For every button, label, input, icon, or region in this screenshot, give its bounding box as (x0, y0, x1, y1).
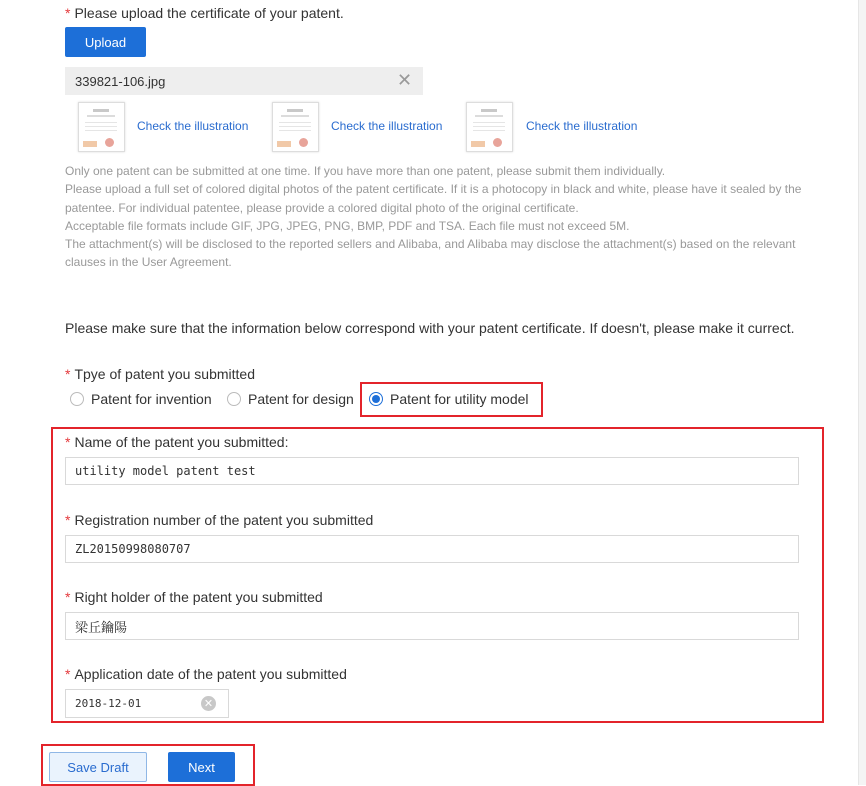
note-line: Acceptable file formats include GIF, JPG, JPEG, PNG, BMP, PDF and TSA. Each file must not exceed 5M. (65, 218, 630, 233)
upload-notes (65, 162, 810, 272)
right-holder-input[interactable]: 梁丘鑰陽 (65, 612, 799, 640)
note-line: Please upload a full set of colored digital photos of the patent certificate. If it is a photocopy in black and white, please have it sealed by the patentee. For individual patentee, please provide a colored digital photo of the original certificate. (65, 182, 802, 215)
close-icon[interactable]: ✕ (397, 70, 413, 90)
radio-icon (70, 392, 84, 406)
file-name: 339821-106.jpg (75, 73, 166, 89)
save-draft-button[interactable]: Save Draft (49, 752, 147, 782)
check-illustration-link-2[interactable]: Check the illustration (331, 119, 443, 133)
required-mark: * (65, 5, 71, 21)
uploaded-file (65, 67, 423, 95)
radio-patent-utility-model[interactable]: Patent for utility model (369, 391, 529, 407)
next-button[interactable]: Next (168, 752, 235, 782)
note-line: The attachment(s) will be disclosed to the reported sellers and Alibaba, and Alibaba may disclose the attachment(s) based on the relevant clauses in the User Agreement. (65, 237, 796, 270)
upload-prompt: * Please upload the certificate of your patent. (65, 5, 344, 21)
info-text: Please make sure that the information below correspond with your patent certificate. If doesn't, please make it currect. (65, 320, 795, 336)
application-date-input[interactable] (65, 689, 229, 718)
right-holder-label: * Right holder of the patent you submitted (65, 589, 323, 605)
radio-patent-design[interactable]: Patent for design (227, 391, 354, 407)
certificate-thumbnail[interactable] (466, 102, 513, 152)
clear-icon[interactable]: ✕ (201, 696, 216, 711)
registration-number-input[interactable]: ZL20150998080707 (65, 535, 799, 563)
application-date-label: * Application date of the patent you submitted (65, 666, 347, 682)
registration-number-label: * Registration number of the patent you submitted (65, 512, 374, 528)
patent-name-input[interactable]: utility model patent test (65, 457, 799, 485)
patent-type-label: * Tpye of patent you submitted (65, 366, 256, 382)
check-illustration-link-3[interactable]: Check the illustration (526, 119, 638, 133)
certificate-thumbnail[interactable] (78, 102, 125, 152)
date-value: 2018-12-01 (75, 697, 142, 710)
patent-name-label: * Name of the patent you submitted: (65, 434, 289, 450)
radio-patent-invention[interactable]: Patent for invention (70, 391, 212, 407)
scrollbar[interactable] (858, 0, 866, 785)
radio-selected-icon (369, 392, 383, 406)
radio-icon (227, 392, 241, 406)
upload-button[interactable]: Upload (65, 27, 146, 57)
note-line: Only one patent can be submitted at one time. If you have more than one patent, please submit them individually. (65, 164, 666, 178)
check-illustration-link-1[interactable]: Check the illustration (137, 119, 249, 133)
certificate-thumbnail[interactable] (272, 102, 319, 152)
